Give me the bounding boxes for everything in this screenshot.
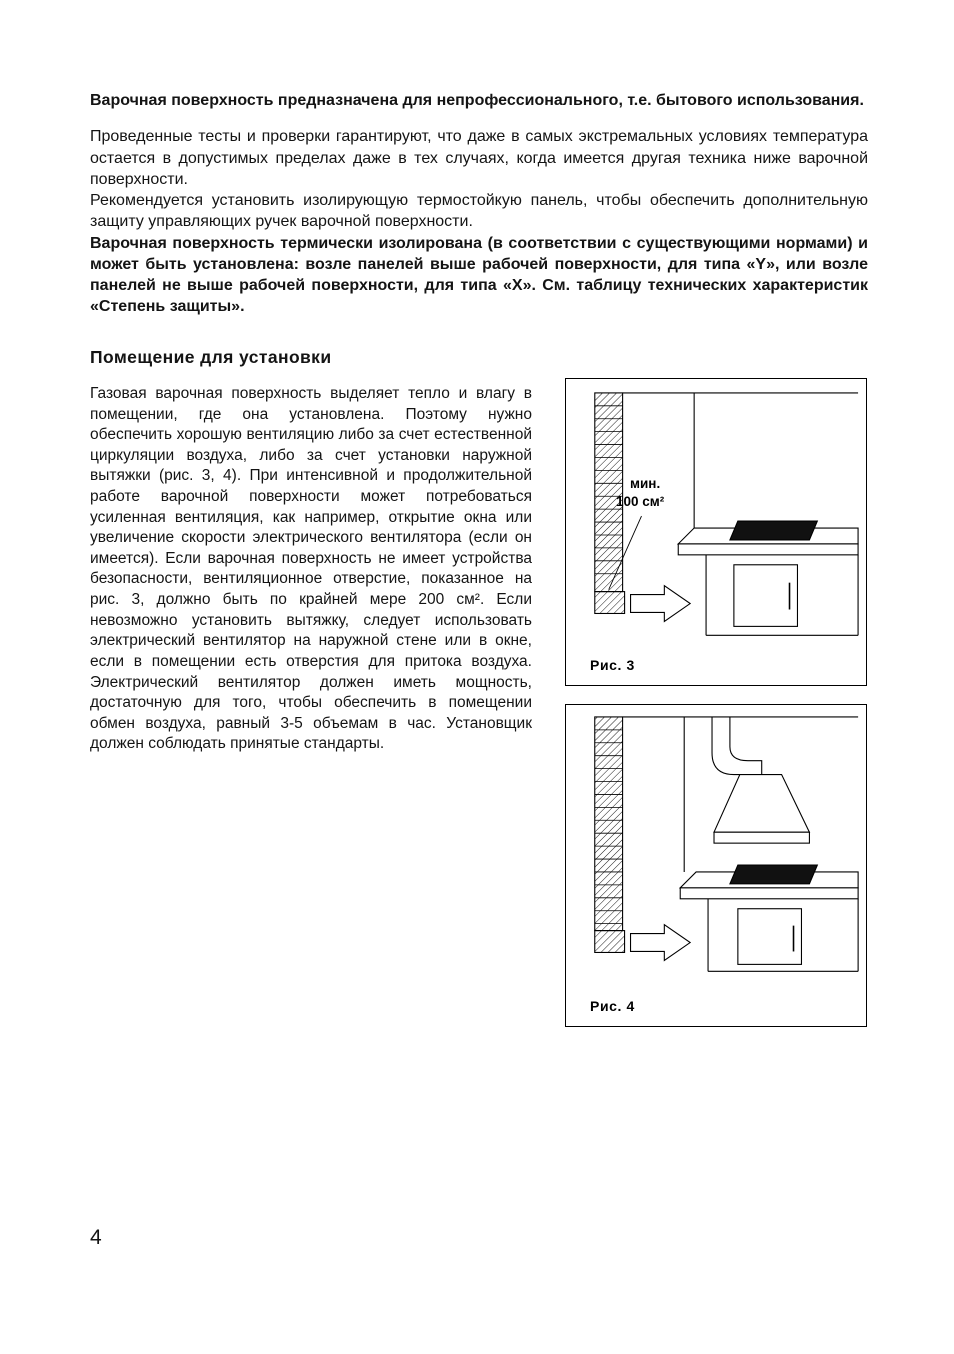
- figure-4-scene: [595, 717, 858, 971]
- cooktop: [730, 521, 817, 540]
- intro-paragraph-1: Проведенные тесты и проверки гарантируют, что даже в самых экстремальных условиях температура остается в допустимых пределах даже в тех случаях, когда имеется другая техника ниже варочной поверхности.: [90, 128, 868, 188]
- intro-bold-statement-2: Варочная поверхность термически изолирована (в соответствии с существующими нормами) и может быть установлена: возле панелей выше рабочей поверхности, для типа «Y», или возле панелей не выше рабочей поверхности, для типа «X». См. таблицу технических характеристик «Степень защиты».: [90, 234, 868, 316]
- extractor-hood: [714, 775, 809, 833]
- figure-4-drawing: [566, 705, 866, 1026]
- figure-4: [565, 704, 867, 1027]
- cabinet: [708, 899, 858, 972]
- airflow-arrow-icon: [631, 586, 691, 622]
- section-heading: Помещение для установки: [90, 347, 332, 367]
- brick-wall: [595, 717, 623, 931]
- figure-3-scene: [595, 393, 858, 635]
- vent-opening: [595, 931, 625, 953]
- figure-3-label-line2: 100 см²: [616, 493, 665, 509]
- figure-3-drawing: [566, 379, 866, 685]
- figure-3-caption: Рис. 3: [590, 657, 635, 673]
- figure-3: [565, 378, 867, 686]
- figure-3-min-area-label: [616, 475, 664, 510]
- section-body-text: Газовая варочная поверхность выделяет тепло и влагу в помещении, где она установлена. Поэтому нужно обеспечить хорошую вентиляцию либо за счет естественной циркуляции воздуха, либо за счет установки наружной вытяжки (рис. 3, 4). При интенсивной и продолжительной работе варочной поверхности может потребоваться усиленная вентиляция, как например, открытие окна или увеличение скорости электрического вентилятора (если он имеется). Если варочная поверхность не имеет устройства безопасности, вентиляционное отверстие, показанное на рис. 3, должно быть по крайней мере 200 см². Если невозможно установить вытяжку, следует использовать электрический вентилятор на наружной стене или в окне, если в помещении есть отверстия для притока воздуха. Электрический вентилятор должен иметь мощность, достаточную для того, чтобы обеспечить в помещении обмен воздуха, равный 3-5 объемам в час. Установщик должен соблюдать принятые стандарты.: [90, 385, 532, 753]
- intro-bold-statement-1: Варочная поверхность предназначена для непрофессионального, т.е. бытового использования.: [90, 92, 864, 109]
- figure-3-label-line1: мин.: [630, 476, 661, 491]
- cabinet-door: [738, 909, 802, 965]
- hood-duct: [712, 717, 744, 775]
- intro-section: [90, 90, 868, 318]
- cooktop: [730, 865, 817, 884]
- cabinet: [706, 555, 858, 635]
- airflow-arrow-icon: [631, 925, 691, 961]
- cabinet-door: [734, 565, 798, 627]
- intro-paragraph-2: Рекомендуется установить изолирующую термостойкую панель, чтобы обеспечить дополнительную защиту управляющих ручек варочной поверхности.: [90, 192, 868, 231]
- vent-opening: [595, 592, 625, 614]
- figure-4-caption: Рис. 4: [590, 998, 635, 1014]
- page-number: 4: [90, 1226, 102, 1249]
